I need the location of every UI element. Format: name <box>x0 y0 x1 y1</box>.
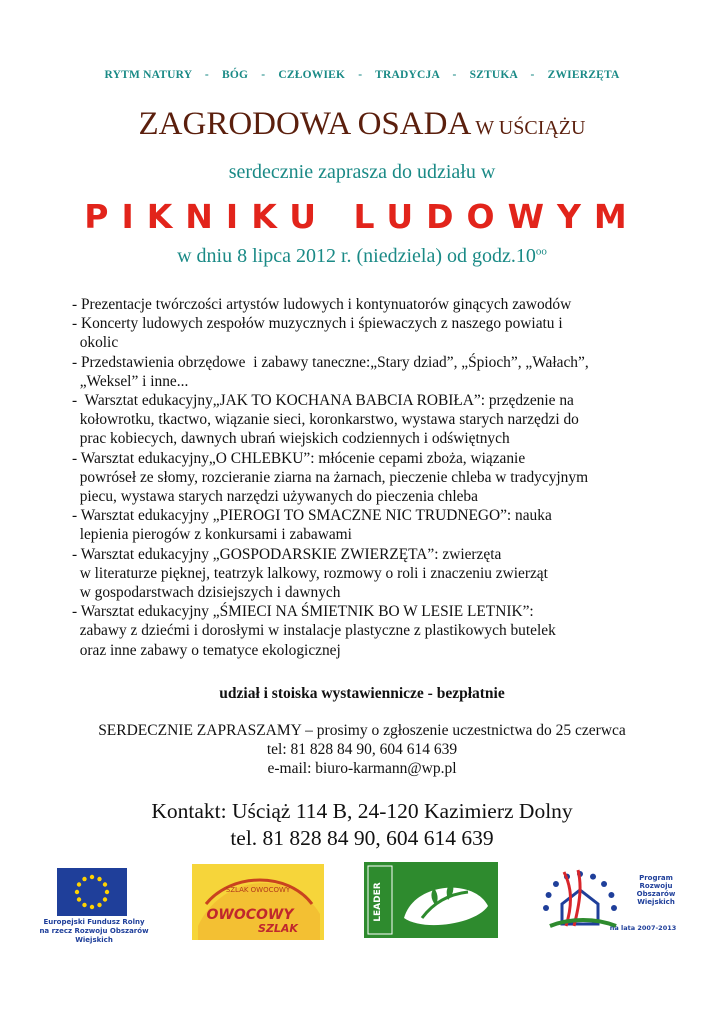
prow-star-icon <box>601 881 607 887</box>
registration-phone: tel: 81 828 84 90, 604 614 639 <box>266 741 458 758</box>
szlak-word-1: OWOCOWY <box>206 907 294 923</box>
program-item-line: piecu, wystawa starych narzędzi używanych do pieczenia chleba <box>72 488 478 506</box>
eu-star-icon <box>105 890 109 894</box>
program-item-line: „Weksel” i inne... <box>72 372 189 390</box>
sponsor-logos <box>0 862 724 942</box>
title-suffix: W UŚCIĄŻU <box>475 117 586 139</box>
eu-caption-2: na rzecz Rozwoju Obszarów Wiejskich <box>39 927 149 944</box>
program-item-line: w literaturze pięknej, teatrzyk lalkowy, rozmowy o roli i znaczeniu zwierząt <box>72 564 548 582</box>
theme-2: BÓG <box>222 69 249 81</box>
separator: - <box>358 69 363 81</box>
program-item-line: prac kobiecych, dawnych ubrań wiejskich codziennych i odświętnych <box>72 430 510 448</box>
eu-star-icon <box>77 882 81 886</box>
invite-line: serdecznie zaprasza do udziału w <box>228 161 496 183</box>
contact-phone: tel. 81 828 84 90, 604 614 639 <box>230 826 494 850</box>
program-item-line: - Warsztat edukacyjny „PIEROGI TO SMACZNE NIC TRUDNEGO”: nauka <box>72 507 552 525</box>
themes-line <box>0 69 724 81</box>
prow-star-icon <box>546 892 552 898</box>
separator: - <box>452 69 457 81</box>
prow-star-icon <box>608 892 614 898</box>
program-item-line: powróseł ze słomy, rozcieranie ziarna na żarnach, pieczenie chleba w tradycyjnym <box>72 468 589 486</box>
theme-4: TRADYCJA <box>375 69 440 81</box>
eu-star-icon <box>90 875 94 879</box>
program-item <box>72 449 672 507</box>
theme-1: RYTM NATURY <box>104 69 192 81</box>
prow-line-2: Rozwoju <box>639 882 673 890</box>
contact-block <box>0 798 724 852</box>
program-item <box>72 314 672 352</box>
program-item <box>72 506 672 544</box>
program-item <box>72 295 672 314</box>
eu-star-icon <box>103 882 107 886</box>
title-main: ZAGRODOWA OSADA <box>138 106 472 142</box>
eu-caption-1: Europejski Fundusz Rolny <box>43 918 145 926</box>
program-item <box>72 353 672 391</box>
program-item <box>72 545 672 603</box>
program-item-line: - Warsztat edukacyjny„O CHLEBKU”: młócenie cepami zboża, wiązanie <box>72 449 526 467</box>
picnic-heading: PIKNIKU LUDOWYM <box>84 197 640 236</box>
prow-line-4: Wiejskich <box>637 898 675 906</box>
registration-email: e-mail: biuro-karmann@wp.pl <box>267 760 457 777</box>
program-item-line: w gospodarstwach dzisiejszych i dawnych <box>72 584 341 602</box>
theme-6: ZWIERZĘTA <box>547 69 620 81</box>
program-item-line: - Koncerty ludowych zespołów muzycznych i śpiewaczych z naszego powiatu i <box>72 315 563 333</box>
program-item-line: oraz inne zabawy o tematyce ekologicznej <box>72 641 341 659</box>
program-item-line: - Warsztat edukacyjny „GOSPODARSKIE ZWIERZĘTA”: zwierzęta <box>72 545 502 563</box>
theme-3: CZŁOWIEK <box>278 69 346 81</box>
program-list <box>72 295 672 660</box>
prow-star-icon <box>590 874 596 880</box>
eu-star-icon <box>82 903 86 907</box>
program-item-line: - Warsztat edukacyjny „ŚMIECI NA ŚMIETNIK BO W LESIE LETNIK”: <box>72 603 534 621</box>
program-item-line: - Warsztat edukacyjny„JAK TO KOCHANA BABCIA ROBIŁA”: przędzenie na <box>72 392 574 410</box>
eu-star-icon <box>103 897 107 901</box>
eu-logo <box>24 866 164 942</box>
szlak-word-2: SZLAK <box>258 922 298 935</box>
prow-star-icon <box>611 905 617 911</box>
eu-star-icon <box>97 903 101 907</box>
program-item-line: lepienia pierogów z konkursami i zabawami <box>72 526 352 544</box>
leader-logo <box>364 862 498 938</box>
program-item-line: okolic <box>72 334 119 352</box>
prow-sub: na lata 2007-2013 <box>609 924 677 932</box>
leader-text: LEADER <box>373 882 383 922</box>
event-date <box>0 245 724 268</box>
separator: - <box>530 69 535 81</box>
eu-star-icon <box>82 877 86 881</box>
prow-line-1: Program <box>639 874 673 882</box>
contact-address: Kontakt: Uściąż 114 B, 24-120 Kazimierz Dolny <box>151 799 573 823</box>
program-item-line: zabawy z dziećmi i dorosłymi w instalacje plastyczne z plastikowych butelek <box>72 622 556 640</box>
eu-star-icon <box>90 905 94 909</box>
program-item-line: - Prezentacje twórczości artystów ludowych i kontynuatorów ginących zawodów <box>72 296 572 313</box>
separator: - <box>204 69 209 81</box>
separator: - <box>261 69 266 81</box>
prow-line-3: Obszarów <box>636 890 676 898</box>
date-text: w dniu 8 lipca 2012 r. (niedziela) od godz.10 <box>177 245 536 267</box>
szlak-arc-text: SZLAK OWOCOWY <box>225 886 291 894</box>
owocowy-szlak-logo <box>192 864 324 940</box>
date-hour-sup: oo <box>535 245 547 258</box>
page-title <box>0 106 724 143</box>
program-item <box>72 602 672 660</box>
program-item <box>72 391 672 449</box>
prow-star-icon <box>543 905 549 911</box>
theme-5: SZTUKA <box>469 69 518 81</box>
program-item-line: - Przedstawienia obrzędowe i zabawy taneczne:„Stary dziad”, „Śpioch”, „Wałach”, <box>72 353 589 371</box>
prow-logo <box>540 864 680 940</box>
eu-star-icon <box>75 890 79 894</box>
registration-line: SERDECZNIE ZAPRASZAMY – prosimy o zgłoszenie uczestnictwa do 25 czerwca <box>98 722 626 739</box>
free-notice: udział i stoiska wystawiennicze - bezpłatnie <box>219 685 505 702</box>
eu-star-icon <box>77 897 81 901</box>
program-item-line: kołowrotku, tkactwo, wiązanie sieci, koronkarstwo, wystawa starych narzędzi do <box>72 411 579 429</box>
prow-star-icon <box>553 881 559 887</box>
eu-star-icon <box>97 877 101 881</box>
registration-info <box>0 721 724 778</box>
